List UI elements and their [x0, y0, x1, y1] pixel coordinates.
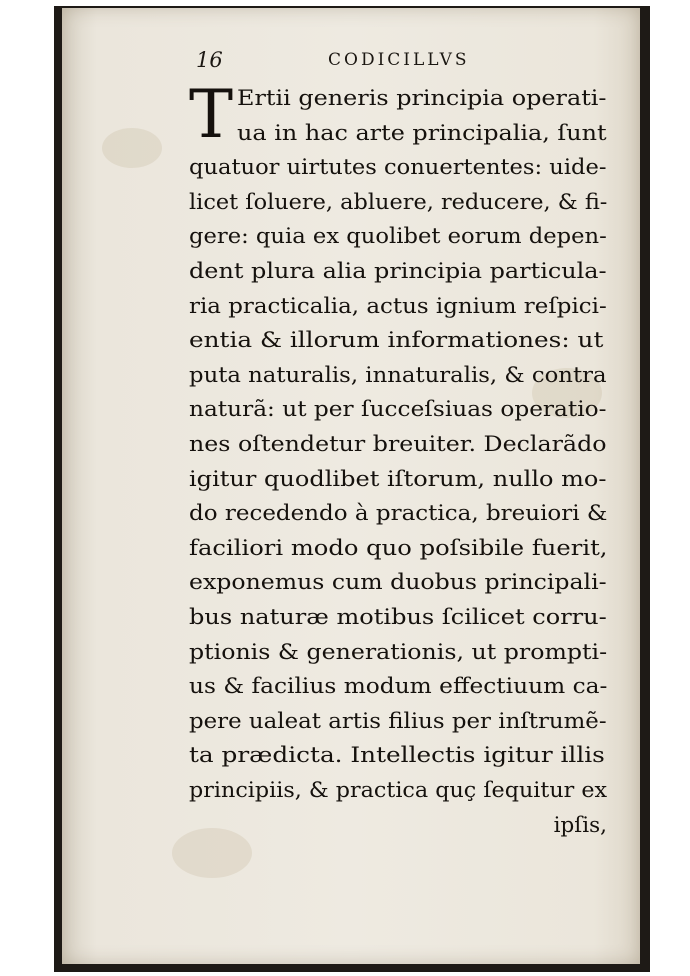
text-line: gere: quia ex quolibet eorum depen-: [189, 224, 607, 250]
text-line: pere ualeat artis filius per inſtrumẽ-: [189, 708, 607, 734]
text-line: exponemus cum duobus principali-: [189, 570, 607, 596]
running-head-title: CODICILLVS: [328, 50, 470, 70]
text-line: principiis, & practica quç ſequitur ex: [189, 778, 608, 803]
text-line: do recedendo à practica, breuiori &: [189, 501, 608, 527]
catchword: ipſis,: [553, 812, 607, 838]
text-line: us & facilius modum effectiuum ca-: [189, 674, 608, 700]
text-line: puta naturalis, innaturalis, & contra: [189, 362, 607, 388]
text-line: ua in hac arte principalia, ſunt: [237, 120, 607, 146]
text-line: igitur quodlibet iſtorum, nullo mo-: [189, 466, 607, 492]
text-line: ptionis & generationis, ut prompti-: [189, 639, 608, 665]
text-line: ta prædicta. Intellectis igitur illis: [189, 743, 605, 769]
text-line: quatuor uirtutes conuertentes: uide-: [189, 155, 607, 181]
text-line: entia & illorum informationes: ut: [189, 328, 604, 354]
running-head: [196, 48, 606, 78]
text-line: ria practicalia, actus ignium reſpici-: [189, 293, 607, 319]
text-line: Ertii generis principia operati-: [237, 86, 607, 111]
text-line: nes oſtendetur breuiter. Declarãdo: [189, 432, 607, 457]
text-line: faciliori modo quo poſsibile fuerit,: [189, 535, 608, 561]
text-line: naturã: ut per ſucceſsiuas operatio-: [189, 397, 607, 423]
text-line: dent plura alia principia particula-: [189, 259, 607, 284]
text-line: licet ſoluere, abluere, reducere, & fi-: [189, 189, 608, 215]
text-line: bus naturæ motibus ſcilicet corru-: [189, 605, 607, 630]
drop-cap-initial: T: [189, 76, 234, 153]
page-number: 16: [196, 48, 223, 72]
